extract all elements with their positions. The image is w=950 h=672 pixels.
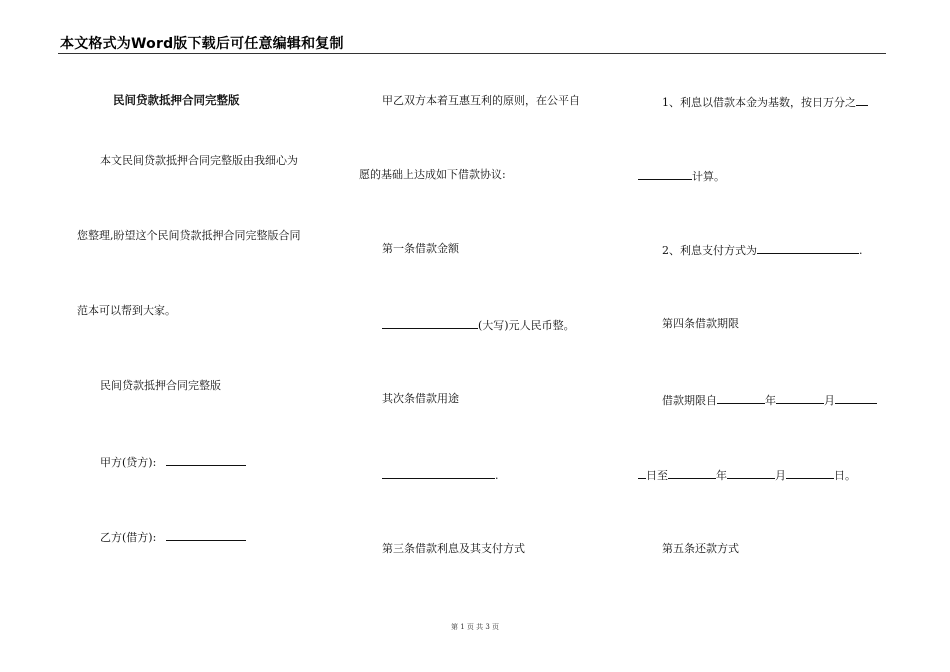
interest-rate-blank	[856, 94, 868, 106]
party-b-blank	[166, 529, 246, 541]
to-month-label: 月	[775, 469, 786, 482]
interest-calc-line	[638, 168, 725, 184]
from-day-blank-cont	[638, 467, 646, 479]
from-year-label: 年	[765, 394, 776, 407]
article-4-heading: 第四条借款期限	[662, 317, 739, 330]
to-month-blank	[727, 467, 775, 479]
loan-purpose-suffix: .	[495, 469, 499, 482]
article-1-heading: 第一条借款金额	[382, 242, 459, 255]
header-rule	[58, 53, 886, 54]
intro-line-1: 本文民间贷款抵押合同完整版由我细心为	[100, 154, 298, 167]
page-number: 第 1 页 共 3 页	[450, 623, 500, 631]
party-a-label: 甲方(贷方):	[100, 456, 157, 469]
from-month-blank	[776, 392, 824, 404]
loan-term-prefix: 借款期限自	[662, 394, 717, 407]
to-year-blank	[668, 467, 716, 479]
interest-payment-suffix: .	[859, 244, 863, 257]
interest-payment-line	[662, 242, 863, 258]
article-5-heading: 第五条还款方式	[662, 542, 739, 555]
article-2-heading: 其次条借款用途	[382, 392, 459, 405]
document-title: 民间贷款抵押合同完整版	[113, 93, 240, 107]
loan-purpose-line	[382, 467, 499, 483]
article-3-heading: 第三条借款利息及其支付方式	[382, 542, 525, 555]
interest-rate-line	[662, 94, 868, 110]
day-to-label: 日至	[646, 469, 668, 482]
agreement-line-1: 甲乙双方本着互惠互利的原则，在公平自	[382, 94, 580, 107]
party-a-blank	[166, 454, 246, 466]
from-year-blank	[717, 392, 765, 404]
intro-line-2: 您整理,盼望这个民间贷款抵押合同完整版合同	[77, 229, 301, 242]
from-day-blank	[835, 392, 877, 404]
interest-calc-suffix: 计算。	[692, 170, 725, 183]
interest-payment-blank	[757, 242, 859, 254]
interest-rate-text: 1、利息以借款本金为基数，按日万分之	[662, 96, 856, 109]
party-a-line	[100, 454, 246, 470]
loan-amount-blank	[382, 317, 478, 329]
interest-calc-blank	[638, 168, 692, 180]
loan-amount-suffix: (大写)元人民币整。	[478, 319, 575, 332]
to-day-label: 日。	[834, 469, 856, 482]
from-month-label: 月	[824, 394, 835, 407]
contract-subtitle: 民间贷款抵押合同完整版	[100, 379, 221, 392]
document-banner: 本文格式为Word版下载后可任意编辑和复制	[60, 36, 344, 52]
loan-amount-line	[382, 317, 575, 333]
party-b-label: 乙方(借方):	[100, 531, 157, 544]
to-day-blank	[786, 467, 834, 479]
party-b-line	[100, 529, 246, 545]
agreement-line-2: 愿的基础上达成如下借款协议:	[359, 168, 506, 181]
to-year-label: 年	[716, 469, 727, 482]
loan-term-to-line	[638, 467, 856, 483]
intro-line-3: 范本可以帮到大家。	[77, 304, 176, 317]
loan-term-from-line	[662, 392, 877, 408]
loan-purpose-blank	[382, 467, 495, 479]
interest-payment-text: 2、利息支付方式为	[662, 244, 757, 257]
